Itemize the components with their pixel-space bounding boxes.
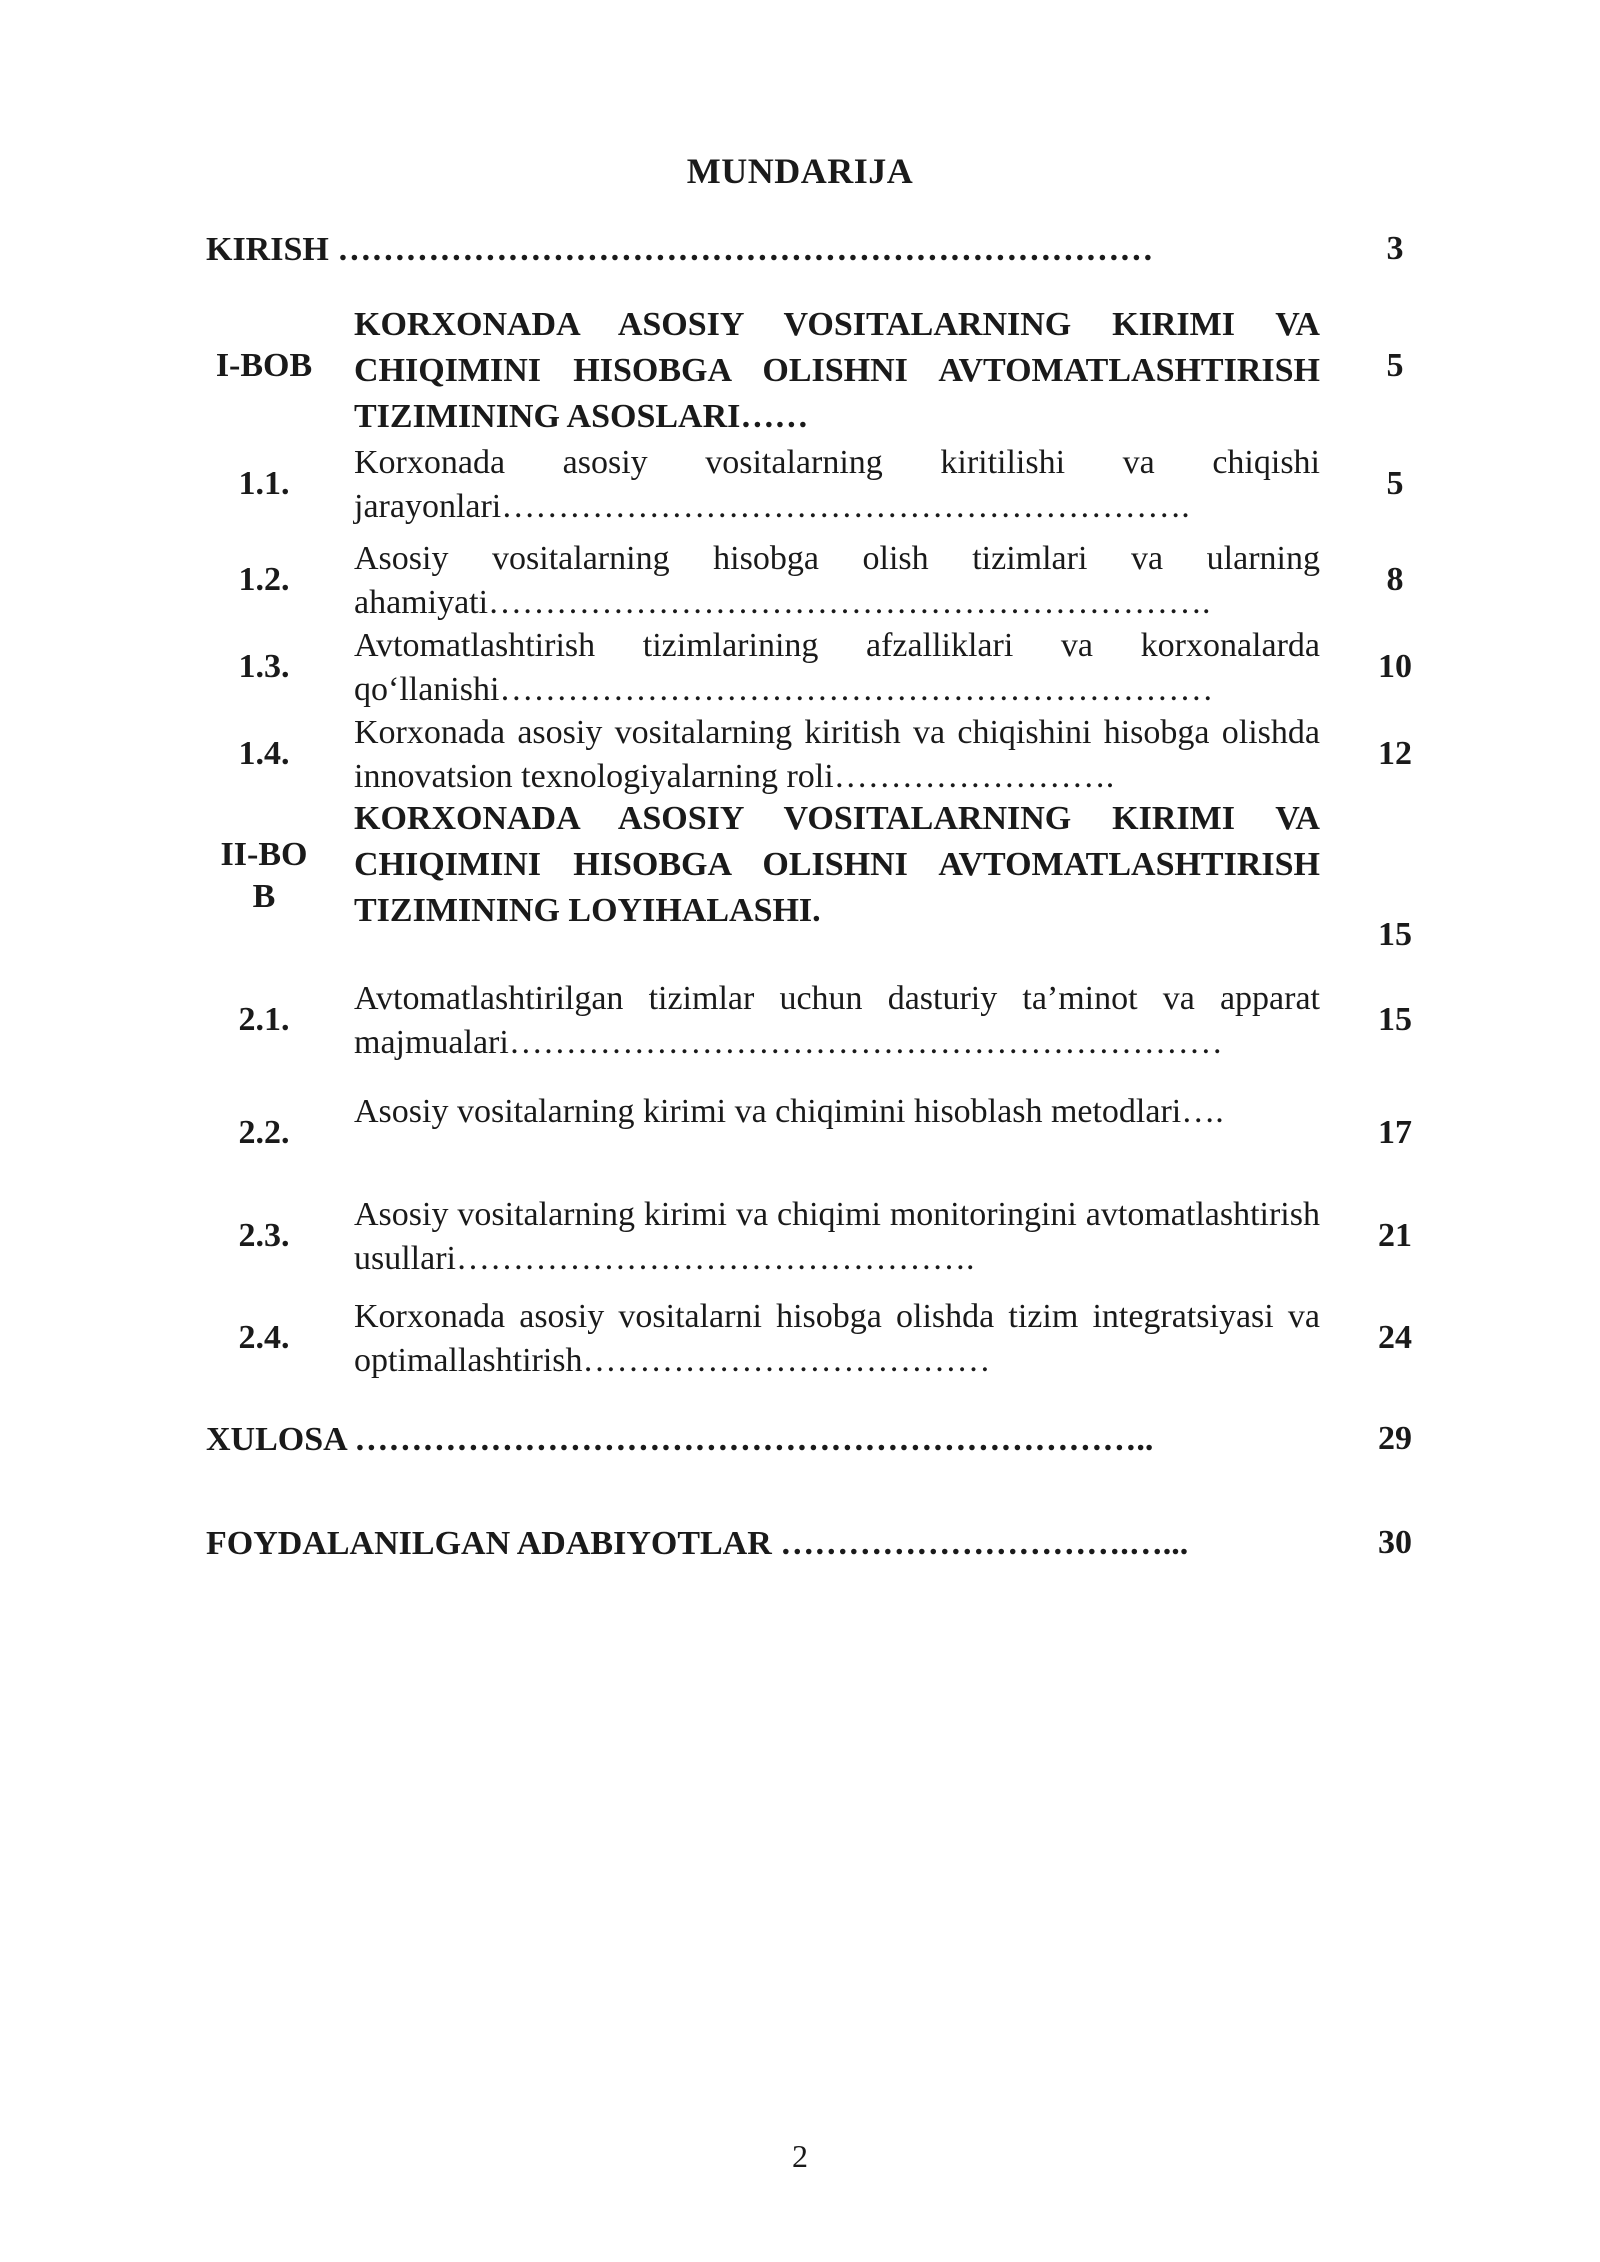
toc-entry-text: FOYDALANILGAN ADABIYOTLAR ………………………….…... xyxy=(206,1525,1189,1562)
toc-entry-text: Korxonada asosiy vositalarni hisobga olishda tizim integratsiyasi va optimallashtirish……………………………… xyxy=(354,1298,1320,1379)
toc-entry-number: 1.4. xyxy=(238,735,290,772)
toc-entry-text: KIRISH ……………………………………………………………… xyxy=(206,231,1154,268)
toc-entry-number: 2.1. xyxy=(238,1001,290,1038)
toc-entry-number: 2.3. xyxy=(238,1217,290,1254)
toc-entry-page: 3 xyxy=(1386,230,1404,267)
toc-entry-page: 29 xyxy=(1378,1420,1412,1457)
toc-entry-number: II-BOB xyxy=(220,836,308,915)
toc-entry-text: Korxonada asosiy vositalarning kiritish va chiqishini hisobga olishda innovatsion texnologiyalarning roli……………………. xyxy=(354,714,1320,795)
toc-entry-number: 2.2. xyxy=(238,1114,290,1151)
toc-entry-page: 15 xyxy=(1378,916,1412,953)
toc-entry-page: 30 xyxy=(1378,1524,1412,1561)
page-number: 2 xyxy=(792,2138,808,2174)
toc-entry-text: KORXONADA ASOSIY VOSITALARNING KIRIMI VA CHIQIMINI HISOBGA OLISHNI AVTOMATLASHTIRISH TIZIMINING ASOSLARI…… xyxy=(354,306,1320,435)
toc-entry-text: Asosiy vositalarning kirimi va chiqimi monitoringini avtomatlashtirish usullari………………………………………. xyxy=(354,1196,1320,1277)
toc-entry-page: 24 xyxy=(1378,1319,1412,1356)
toc-entry-page: 8 xyxy=(1386,561,1404,598)
toc-entry-page: 10 xyxy=(1378,648,1412,685)
toc-entry-number: 2.4. xyxy=(238,1319,290,1356)
toc-entry-page: 17 xyxy=(1378,1114,1412,1151)
toc-entry-number: 1.3. xyxy=(238,648,290,685)
toc-entry-page: 21 xyxy=(1378,1217,1412,1254)
toc-entry-page: 12 xyxy=(1378,735,1412,772)
toc-entry-page: 5 xyxy=(1386,347,1404,384)
toc-entry-page: 5 xyxy=(1386,465,1404,502)
toc-entry-text: Avtomatlashtirish tizimlarining afzalliklari va korxonalarda qo‘llanishi……………………………………………………… xyxy=(354,627,1320,708)
toc-entry-text: Korxonada asosiy vositalarning kiritilishi va chiqishi jarayonlari……………………………………………………. xyxy=(354,444,1320,525)
toc-entry-text: Asosiy vositalarning kirimi va chiqimini hisoblash metodlari…. xyxy=(354,1093,1224,1130)
toc-entry-page: 15 xyxy=(1378,1001,1412,1038)
toc-entry-text: Asosiy vositalarning hisobga olish tizimlari va ularning ahamiyati………………………………………………………. xyxy=(354,540,1320,621)
toc-entry-text: Avtomatlashtirilgan tizimlar uchun dasturiy ta’minot va apparat majmualari……………………………………………………… xyxy=(354,980,1320,1061)
toc-entry-number: 1.1. xyxy=(238,465,290,502)
toc-entry-number: I-BOB xyxy=(215,347,313,384)
toc-title: MUNDARIJA xyxy=(686,151,914,191)
toc-entry-text: XULOSA …………………………………………………………….. xyxy=(206,1421,1154,1458)
toc-entry-text: KORXONADA ASOSIY VOSITALARNING KIRIMI VA CHIQIMINI HISOBGA OLISHNI AVTOMATLASHTIRISH TIZIMINING LOYIHALASHI. xyxy=(354,800,1320,929)
toc-entry-number: 1.2. xyxy=(238,561,290,598)
